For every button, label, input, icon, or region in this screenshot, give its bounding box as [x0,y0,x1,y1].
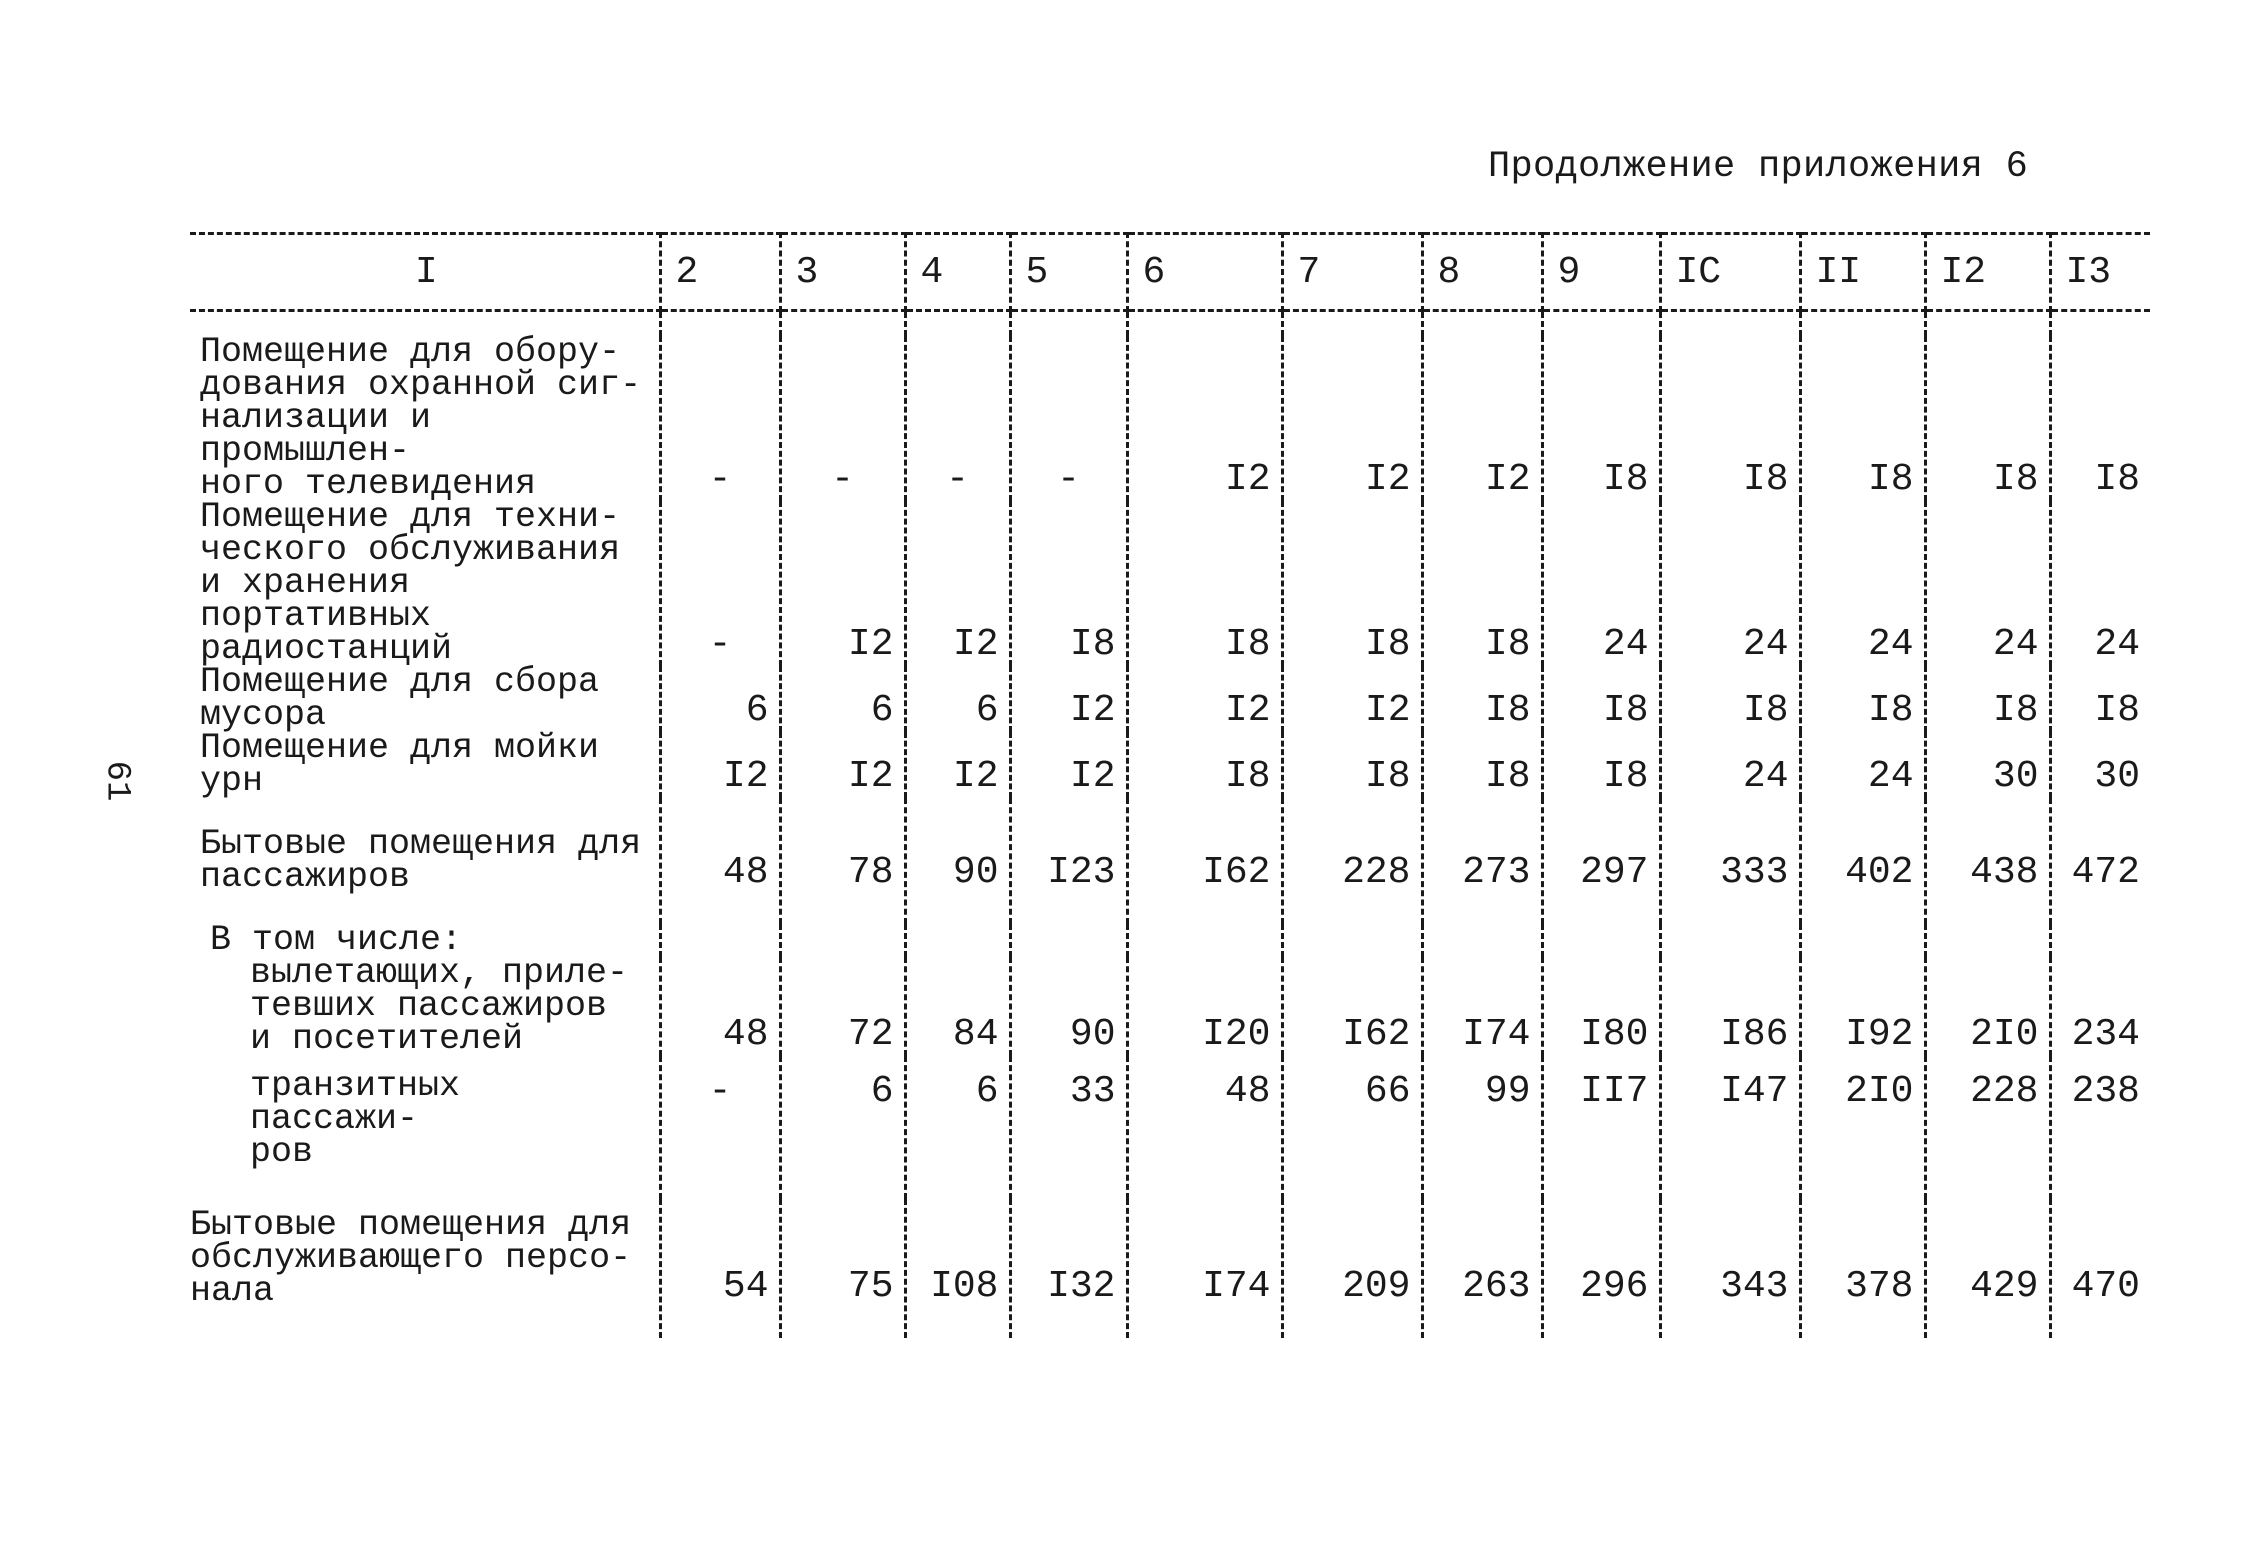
page-number: 61 [97,760,136,802]
table-cell: I2 [1010,666,1127,732]
table-cell: 263 [1422,1199,1542,1338]
column-header: 3 [780,234,905,311]
table-cell: 84 [905,957,1010,1056]
table-cell: I2 [1127,336,1282,501]
table-cell: I8 [1660,336,1800,501]
table-cell: 6 [780,666,905,732]
table-cell: 209 [1282,1199,1422,1338]
table-cell: - [660,336,780,501]
table-cell: 90 [1010,957,1127,1056]
spacer-cell [1127,311,1282,337]
table-cell: 78 [780,798,905,924]
table-cell: 24 [1660,501,1800,666]
column-header: 4 [905,234,1010,311]
table-cell: 30 [1925,732,2050,798]
spacer-cell [780,311,905,337]
table-cell [1800,924,1925,957]
table-cell: I23 [1010,798,1127,924]
table-cell: II7 [1542,1056,1660,1199]
table-cell: 99 [1422,1056,1542,1199]
table-cell: I8 [2050,666,2150,732]
table-cell: I74 [1127,1199,1282,1338]
table-cell: 6 [905,1056,1010,1199]
table-row [190,798,2150,924]
table-cell: 24 [1800,732,1925,798]
table-cell: 228 [1282,798,1422,924]
table-cell: 48 [660,798,780,924]
column-header: I3 [2050,234,2150,311]
table-cell: I86 [1660,957,1800,1056]
column-header: II [1800,234,1925,311]
table-cell: 75 [780,1199,905,1338]
table-cell: I2 [1422,336,1542,501]
table-cell: 470 [2050,1199,2150,1338]
table-row [190,957,2150,1056]
table-cell [660,924,780,957]
table-cell: 24 [2050,501,2150,666]
table-cell: I8 [1422,501,1542,666]
row-label: транзитных пассажи- ров [190,1056,660,1199]
table-cell: 54 [660,1199,780,1338]
table-row [190,666,2150,732]
table-cell: 6 [660,666,780,732]
row-label: Помещение для обору- дования охранной сиг- нализации и промышлен- ного телевидения [190,336,660,501]
table-cell: I2 [660,732,780,798]
row-label: Помещение для сбора мусора [190,666,660,732]
table-cell: - [780,336,905,501]
table-cell [1422,924,1542,957]
table-cell: 238 [2050,1056,2150,1199]
table-cell: I62 [1282,957,1422,1056]
table-cell: 296 [1542,1199,1660,1338]
table-cell: 333 [1660,798,1800,924]
spacer-cell [1282,311,1422,337]
table-cell: 228 [1925,1056,2050,1199]
table-cell: 90 [905,798,1010,924]
spacer-cell [1010,311,1127,337]
column-header: 6 [1127,234,1282,311]
table-cell: I2 [1282,336,1422,501]
table-cell: I8 [1282,501,1422,666]
table-cell: I8 [1127,732,1282,798]
table-cell: 30 [2050,732,2150,798]
table-cell: 24 [1542,501,1660,666]
table-cell [1925,924,2050,957]
table-row [190,732,2150,798]
table-cell: I8 [1010,501,1127,666]
table-cell: I8 [2050,336,2150,501]
table-cell: I74 [1422,957,1542,1056]
table-cell: 273 [1422,798,1542,924]
data-table [190,232,2150,1338]
table-cell: I92 [1800,957,1925,1056]
table-cell: 438 [1925,798,2050,924]
table-cell: I8 [1542,336,1660,501]
table-cell: I2 [905,501,1010,666]
spacer-cell [660,311,780,337]
table-cell: 24 [1800,501,1925,666]
column-header: 2 [660,234,780,311]
column-header: 5 [1010,234,1127,311]
table-cell [2050,924,2150,957]
table-cell: 429 [1925,1199,2050,1338]
table-cell: I8 [1542,666,1660,732]
table-cell: 6 [905,666,1010,732]
table-cell: - [1010,336,1127,501]
row-label: Помещение для техни- ческого обслуживания и хранения портативных радиостанций [190,501,660,666]
table-cell: 343 [1660,1199,1800,1338]
column-header: I [190,234,660,311]
table-cell: I8 [1925,666,2050,732]
table-cell: 48 [1127,1056,1282,1199]
table-cell: I8 [1542,732,1660,798]
column-header: 8 [1422,234,1542,311]
table-row [190,1199,2150,1338]
table-cell [1660,924,1800,957]
table-cell [1010,924,1127,957]
table-cell: I8 [1422,732,1542,798]
spacer-cell [1800,311,1925,337]
table-cell: I2 [1010,732,1127,798]
table-cell: I8 [1925,336,2050,501]
spacer-cell [1422,311,1542,337]
table-row [190,336,2150,501]
table-cell: I2 [1282,666,1422,732]
spacer-cell [905,311,1010,337]
table-cell: 472 [2050,798,2150,924]
table-cell: I8 [1800,336,1925,501]
table-cell: 234 [2050,957,2150,1056]
spacer-cell [1925,311,2050,337]
table-cell: - [660,1056,780,1199]
table-cell: I20 [1127,957,1282,1056]
table-cell: 402 [1800,798,1925,924]
table-row [190,1056,2150,1199]
table-cell: 297 [1542,798,1660,924]
row-label: вылетающих, приле- тевших пассажиров и посетителей [190,957,660,1056]
table-cell: 378 [1800,1199,1925,1338]
table-cell [1282,924,1422,957]
column-header: I2 [1925,234,2050,311]
table-cell: 2I0 [1925,957,2050,1056]
table-cell: 24 [1660,732,1800,798]
table-cell: 6 [780,1056,905,1199]
table-cell: 33 [1010,1056,1127,1199]
table-cell [1127,924,1282,957]
row-label: В том числе: [190,924,660,957]
table-cell: I32 [1010,1199,1127,1338]
table-cell: 24 [1925,501,2050,666]
table-cell: I2 [905,732,1010,798]
table-cell [780,924,905,957]
table-cell: I8 [1800,666,1925,732]
spacer-cell [2050,311,2150,337]
table-cell: 2I0 [1800,1056,1925,1199]
row-label: Помещение для мойки урн [190,732,660,798]
table-cell: 48 [660,957,780,1056]
table-cell: I2 [780,501,905,666]
table-cell [905,924,1010,957]
table-cell: I8 [1282,732,1422,798]
column-header: 9 [1542,234,1660,311]
table-cell: 66 [1282,1056,1422,1199]
column-header: IC [1660,234,1800,311]
spacer-cell [1660,311,1800,337]
spacer-cell [1542,311,1660,337]
row-label: Бытовые помещения для обслуживающего персо- нала [190,1199,660,1338]
row-label: Бытовые помещения для пассажиров [190,798,660,924]
table-cell: - [905,336,1010,501]
table-cell [1542,924,1660,957]
table-cell: I47 [1660,1056,1800,1199]
table-caption: Продолжение приложения 6 [1488,146,2029,188]
table-cell: I2 [1127,666,1282,732]
table-cell: I80 [1542,957,1660,1056]
table-cell: - [660,501,780,666]
table-row [190,501,2150,666]
table-cell: I8 [1422,666,1542,732]
table-cell: I8 [1127,501,1282,666]
table-cell: I62 [1127,798,1282,924]
table-cell: 72 [780,957,905,1056]
table-cell: I2 [780,732,905,798]
column-header: 7 [1282,234,1422,311]
table-cell: I8 [1660,666,1800,732]
header-row [190,234,2150,311]
table-cell: I08 [905,1199,1010,1338]
